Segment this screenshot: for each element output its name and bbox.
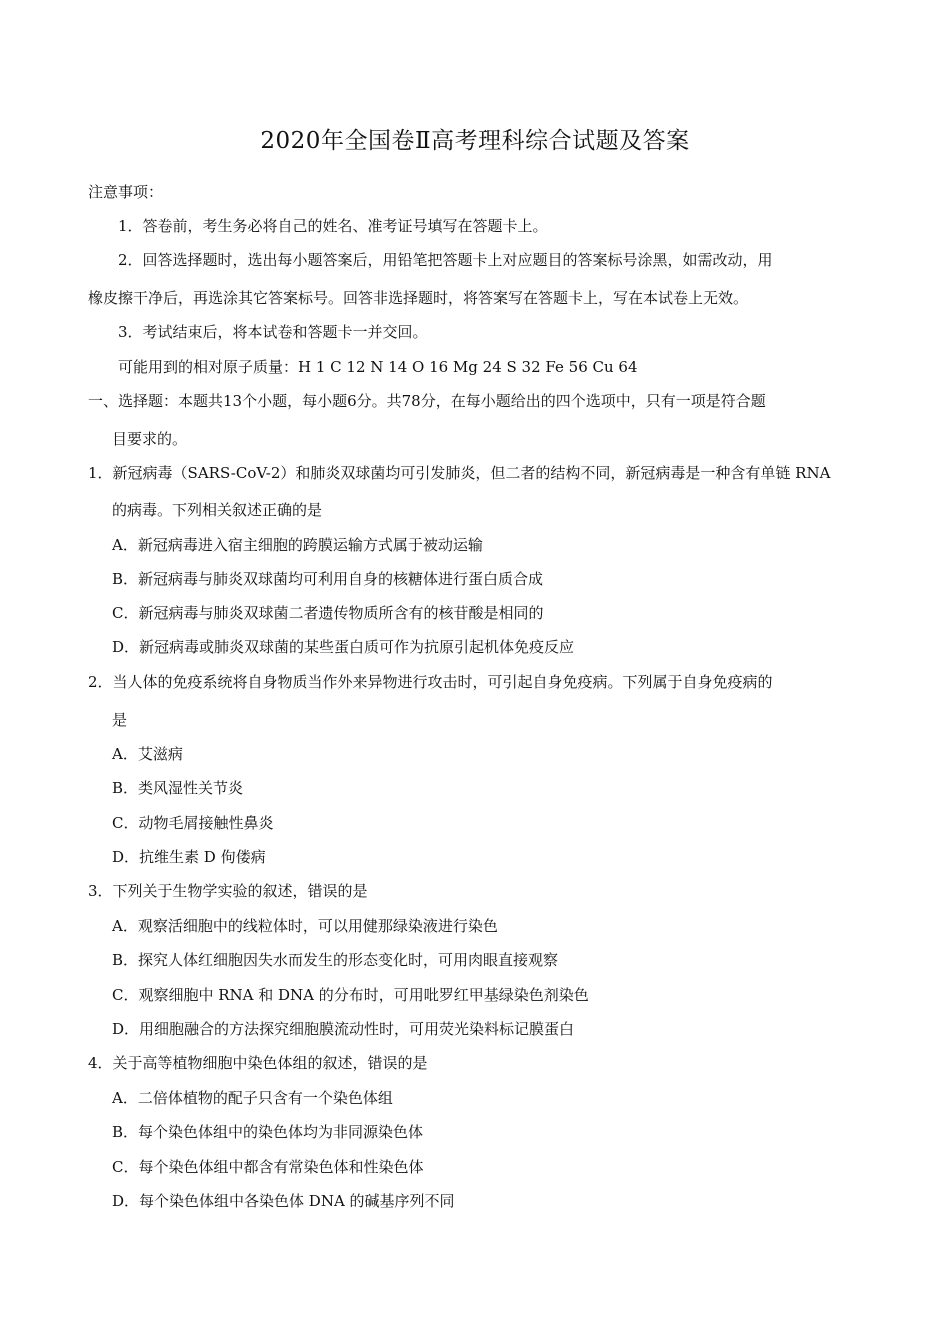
notice-heading: 注意事项： xyxy=(88,183,164,201)
question-2-stem: 2．当人体的免疫系统将自身物质当作外来异物进行攻击时，可引起自身免疫病。下列属于自身免疫病的 xyxy=(88,673,773,691)
question-2-option-b: B．类风湿性关节炎 xyxy=(112,779,244,797)
question-1-stem-cont: 的病毒。下列相关叙述正确的是 xyxy=(112,501,323,519)
question-2-stem-cont: 是 xyxy=(112,711,128,729)
notice-item-3: 3．考试结束后，将本试卷和答题卡一并交回。 xyxy=(118,323,428,341)
question-2-option-c: C．动物毛屑接触性鼻炎 xyxy=(112,814,274,832)
question-3-option-a: A．观察活细胞中的线粒体时，可以用健那绿染液进行染色 xyxy=(112,917,498,935)
question-2-option-d: D．抗维生素 D 佝偻病 xyxy=(112,848,266,866)
question-2-option-a: A．艾滋病 xyxy=(112,745,183,763)
question-1-option-c: C．新冠病毒与肺炎双球菌二者遗传物质所含有的核苷酸是相同的 xyxy=(112,604,544,622)
page-title: 2020年全国卷Ⅱ高考理科综合试题及答案 xyxy=(260,128,690,154)
question-4-option-d: D．每个染色体组中各染色体 DNA 的碱基序列不同 xyxy=(112,1192,455,1210)
section-heading-cont: 目要求的。 xyxy=(112,430,188,448)
question-3-option-d: D．用细胞融合的方法探究细胞膜流动性时，可用荧光染料标记膜蛋白 xyxy=(112,1020,575,1038)
question-4-option-a: A．二倍体植物的配子只含有一个染色体组 xyxy=(112,1089,393,1107)
notice-item-1: 1．答卷前，考生务必将自己的姓名、准考证号填写在答题卡上。 xyxy=(118,217,548,235)
question-3-option-c: C．观察细胞中 RNA 和 DNA 的分布时，可用吡罗红甲基绿染色剂染色 xyxy=(112,986,589,1004)
question-4-option-c: C．每个染色体组中都含有常染色体和性染色体 xyxy=(112,1158,424,1176)
question-1-option-d: D．新冠病毒或肺炎双球菌的某些蛋白质可作为抗原引起机体免疫反应 xyxy=(112,638,575,656)
question-4-option-b: B．每个染色体组中的染色体均为非同源染色体 xyxy=(112,1123,424,1141)
section-heading: 一、选择题：本题共13个小题，每小题6分。共78分，在每小题给出的四个选项中，只有一项是符合题 xyxy=(88,392,766,410)
question-4-stem: 4．关于高等植物细胞中染色体组的叙述，错误的是 xyxy=(88,1054,428,1072)
question-1-stem: 1．新冠病毒（SARS-CoV-2）和肺炎双球菌均可引发肺炎，但二者的结构不同，新冠病毒是一种含有单链 RNA xyxy=(88,464,831,482)
question-1-option-b: B．新冠病毒与肺炎双球菌均可利用自身的核糖体进行蛋白质合成 xyxy=(112,570,544,588)
question-3-stem: 3．下列关于生物学实验的叙述，错误的是 xyxy=(88,882,368,900)
question-3-option-b: B．探究人体红细胞因失水而发生的形态变化时，可用肉眼直接观察 xyxy=(112,951,559,969)
notice-item-2-cont: 橡皮擦干净后，再选涂其它答案标号。回答非选择题时，将答案写在答题卡上，写在本试卷上无效。 xyxy=(88,289,749,307)
question-1-option-a: A．新冠病毒进入宿主细胞的跨膜运输方式属于被动运输 xyxy=(112,536,483,554)
notice-item-2: 2．回答选择题时，选出每小题答案后，用铅笔把答题卡上对应题目的答案标号涂黑，如需改动，用 xyxy=(118,251,773,269)
atomic-masses: 可能用到的相对原子质量：H 1 C 12 N 14 O 16 Mg 24 S 32 Fe 56 Cu 64 xyxy=(118,358,638,376)
